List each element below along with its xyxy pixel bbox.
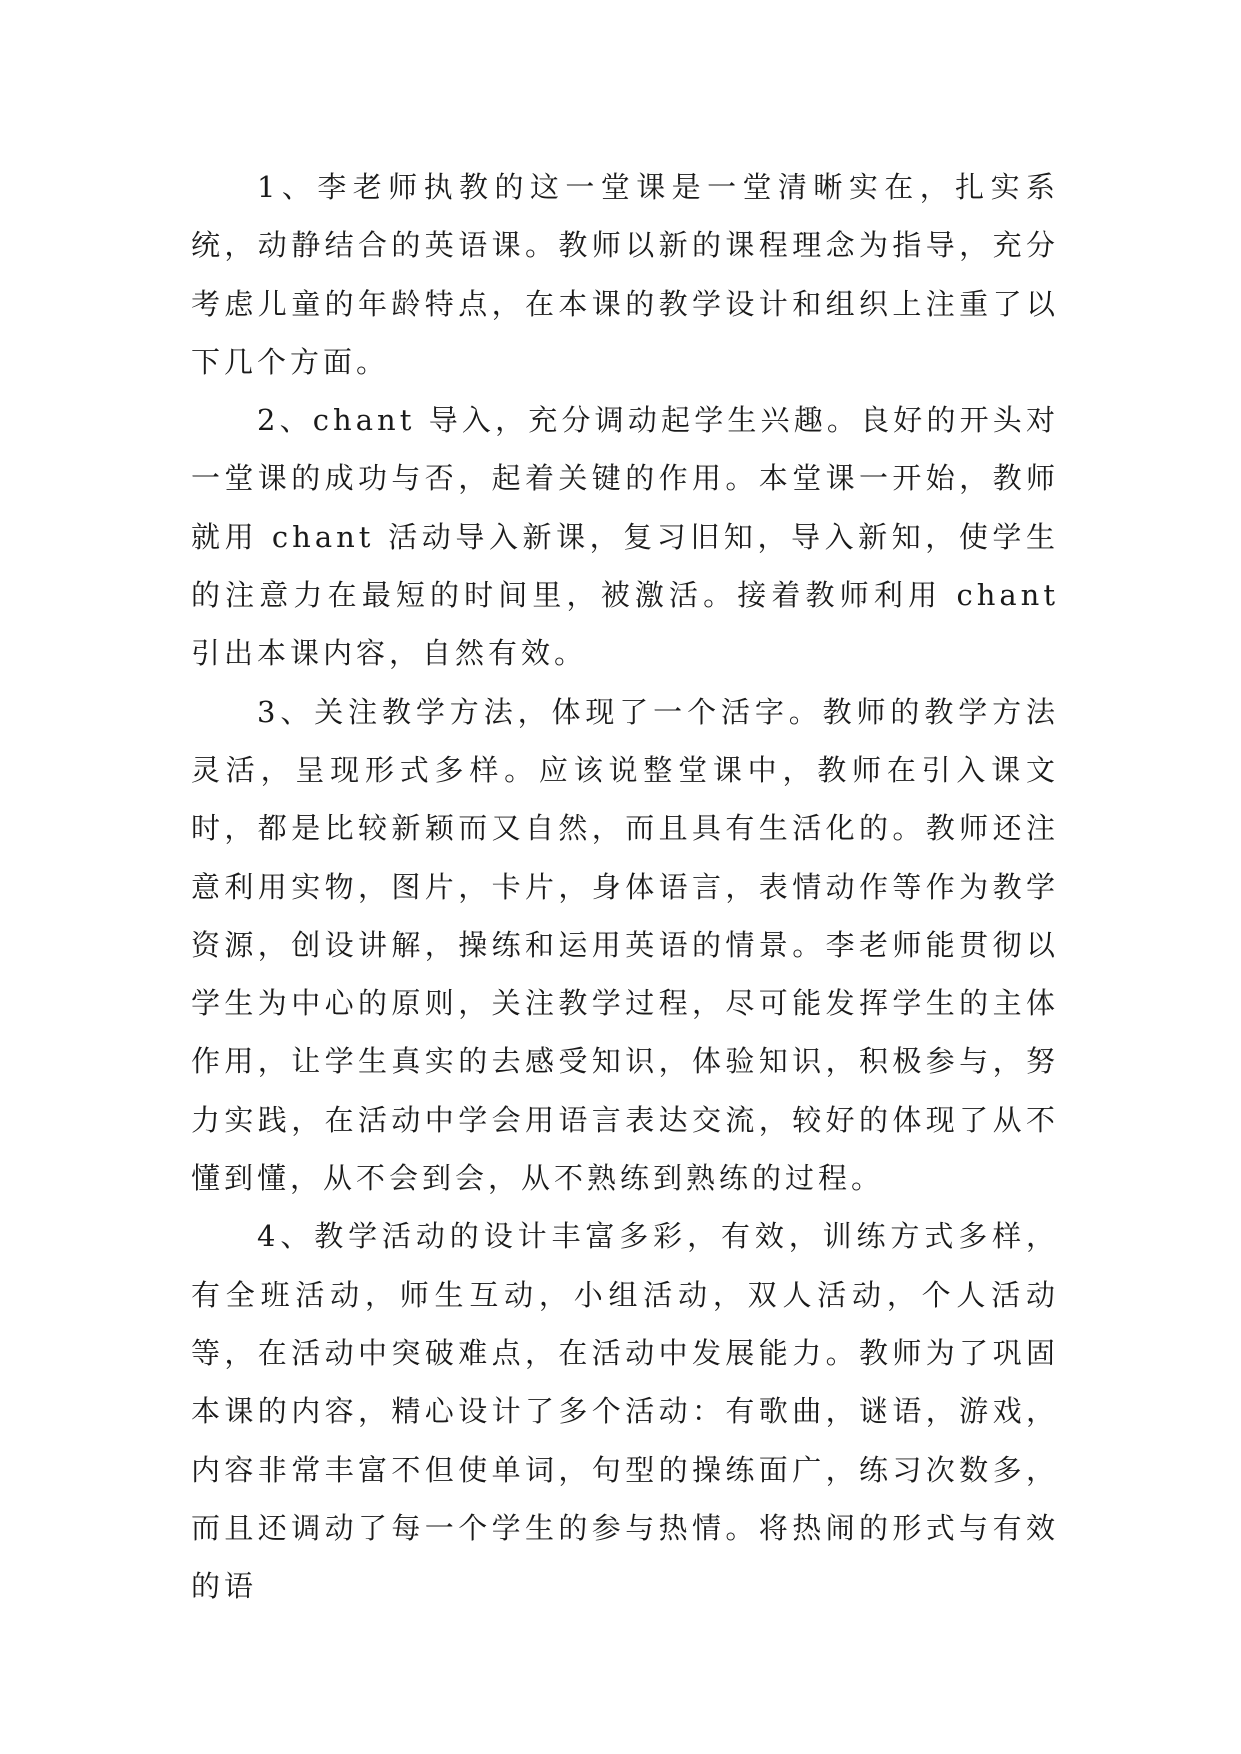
paragraph-1: 1、李老师执教的这一堂课是一堂清晰实在，扎实系统，动静结合的英语课。教师以新的课程理念为指导，充分考虑儿童的年龄特点，在本课的教学设计和组织上注重了以下几个方面。 (191, 170, 1059, 379)
paragraph-2: 2、chant 导入，充分调动起学生兴趣。良好的开头对一堂课的成功与否，起着关键的作用。本堂课一开始，教师就用 chant 活动导入新课，复习旧知，导入新知，使学生的注意力在最短的时间里，被激活。接着教师利用 chant 引出本课内容，自然有效。 (191, 403, 1059, 671)
document-body (191, 158, 1059, 1615)
paragraph-4: 4、教学活动的设计丰富多彩，有效，训练方式多样，有全班活动，师生互动，小组活动，双人活动，个人活动等，在活动中突破难点，在活动中发展能力。教师为了巩固本课的内容，精心设计了多个活动：有歌曲，谜语，游戏，内容非常丰富不但使单词，句型的操练面广，练习次数多，而且还调动了每一个学生的参与热情。将热闹的形式与有效的语 (191, 1219, 1059, 1604)
paragraph-3: 3、关注教学方法，体现了一个活字。教师的教学方法灵活，呈现形式多样。应该说整堂课中，教师在引入课文时，都是比较新颖而又自然，而且具有生活化的。教师还注意利用实物，图片，卡片，身体语言，表情动作等作为教学资源，创设讲解，操练和运用英语的情景。李老师能贯彻以学生为中心的原则，关注教学过程，尽可能发挥学生的主体作用，让学生真实的去感受知识，体验知识，积极参与，努力实践，在活动中学会用语言表达交流，较好的体现了从不懂到懂，从不会到会，从不熟练到熟练的过程。 (191, 694, 1059, 1196)
